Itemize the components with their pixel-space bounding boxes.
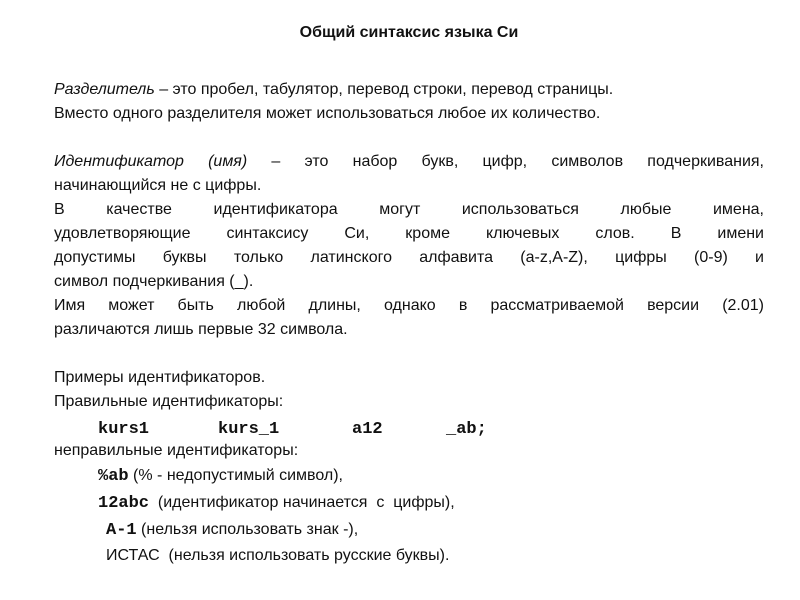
separator-term: Разделитель — [54, 81, 155, 98]
identifier-term: Идентификатор (имя) — [54, 153, 248, 170]
invalid-example — [98, 491, 455, 516]
invalid-label-block — [54, 439, 764, 463]
valid-identifier: _ab; — [446, 420, 487, 439]
identifier-rules-line: В качестве идентификатора могут использоваться любые имена, — [54, 201, 764, 218]
identifier-length-line: Имя может быть любой длины, однако в рассматриваемой версии (2.01) — [54, 297, 764, 314]
separator-line-1 — [54, 78, 764, 102]
invalid-example — [106, 544, 449, 569]
invalid-example — [98, 464, 343, 489]
separator-paragraph — [54, 78, 764, 126]
separator-line-2: Вместо одного разделителя может использоваться любое их количество. — [54, 105, 601, 122]
invalid-note: (нельзя использовать знак -), — [136, 521, 359, 538]
document-page — [54, 0, 764, 600]
identifier-length-line: различаются лишь первые 32 символа. — [54, 321, 348, 338]
identifier-rules-line: удовлетворяющие синтаксису Си, кроме ключевых слов. В имени — [54, 225, 764, 242]
invalid-example — [106, 518, 358, 543]
invalid-code: %ab — [98, 467, 129, 486]
identifier-paragraph — [54, 150, 764, 342]
examples-heading-block — [54, 366, 764, 414]
valid-identifier: kurs1 — [98, 420, 150, 439]
valid-identifier: kurs_1 — [218, 420, 280, 439]
valid-identifier: a12 — [352, 420, 383, 439]
invalid-note: ИСТАС (нельзя использовать русские буквы). — [106, 547, 450, 564]
identifier-rules-line: символ подчеркивания (_). — [54, 273, 254, 290]
invalid-note: (идентификатор начинается с цифры), — [149, 494, 455, 511]
invalid-label: неправильные идентификаторы: — [54, 442, 299, 459]
identifier-rules-line: допустимы буквы только латинского алфавита (a-z,A-Z), цифры (0-9) и — [54, 249, 764, 266]
page-title: Общий синтаксис языка Си — [299, 24, 519, 41]
invalid-code: A-1 — [106, 521, 137, 540]
identifier-definition: – это набор букв, цифр, символов подчеркивания, — [247, 153, 765, 170]
invalid-note: (% - недопустимый символ), — [128, 467, 343, 484]
identifier-line-2: начинающийся не с цифры. — [54, 177, 262, 194]
identifier-line-1 — [54, 150, 764, 174]
separator-definition: – это пробел, табулятор, перевод строки, перевод страницы. — [154, 81, 614, 98]
invalid-code: 12abc — [98, 494, 150, 513]
valid-label: Правильные идентификаторы: — [54, 393, 284, 410]
examples-heading: Примеры идентификаторов. — [54, 369, 266, 386]
